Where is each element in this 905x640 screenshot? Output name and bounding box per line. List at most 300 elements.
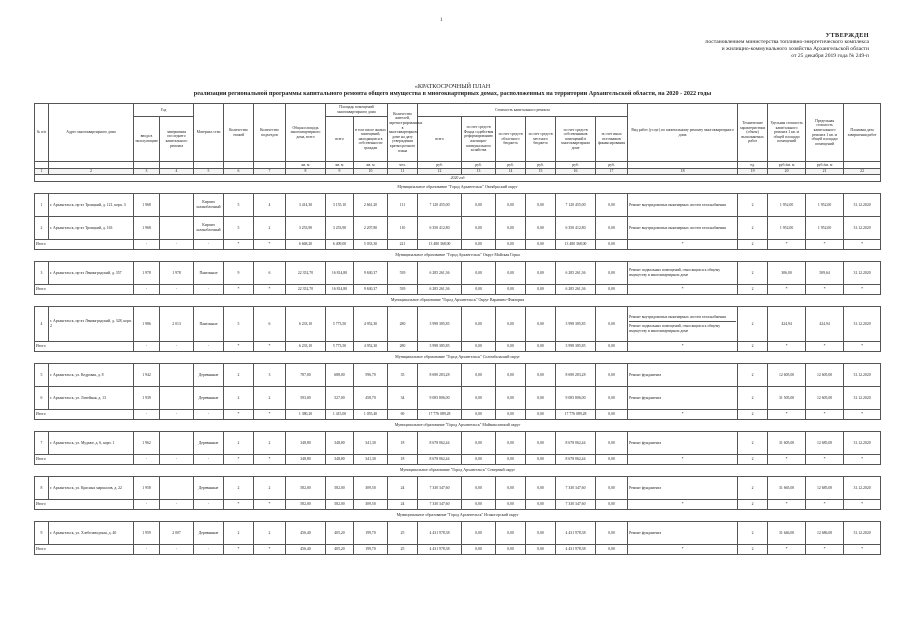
header-area-residential: в том числе жилых помещений, находящихся в собственности граждан: [354, 117, 388, 162]
row-work-type: [628, 387, 738, 410]
total-dash: -: [160, 342, 194, 352]
column-number-cell: 16: [556, 169, 596, 175]
unit-cell: руб.: [418, 162, 462, 169]
year-label: 2020 год: [35, 175, 881, 182]
row-entrances: 4: [254, 194, 286, 217]
row-cost-owners: 7 330 347,60: [556, 477, 596, 500]
total-residents: 24: [388, 500, 418, 510]
row-cost-fund: 0,00: [462, 477, 496, 500]
row-cost-other: 0,00: [596, 262, 628, 285]
row-year-last-repair: [160, 194, 194, 217]
total-cost-regional: 0,00: [496, 545, 526, 555]
row-cost-owners: 8 690 283,28: [556, 364, 596, 387]
total-cost-owners: 8 678 062,44: [556, 455, 596, 465]
total-cost-local: 0,00: [526, 285, 556, 295]
total-cost-fund: 0,00: [462, 545, 496, 555]
total-area-residential: 341,30: [354, 455, 388, 465]
row-work-type: [628, 194, 738, 217]
total-cost-fund: 0,00: [462, 455, 496, 465]
table-row: [35, 364, 881, 387]
total-specific-cost: *: [768, 500, 806, 510]
total-star: *: [224, 545, 254, 555]
total-row: [35, 410, 881, 420]
row-cost-regional: 0,00: [496, 194, 526, 217]
row-cost-other: 0,00: [596, 387, 628, 410]
total-cost-other: 0,00: [596, 545, 628, 555]
total-cost-regional: 0,00: [496, 455, 526, 465]
total-cost-local: 0,00: [526, 410, 556, 420]
total-area-total: 1 415,00: [326, 410, 354, 420]
work-type-item: Ремонт внутридомовых инженерных систем газоснабжения: [629, 202, 726, 207]
total-cost-total: 13 480 368,00: [418, 240, 462, 250]
document-title-block: [0, 83, 905, 98]
plan-table-body: [35, 162, 881, 555]
total-cost-fund: 0,00: [462, 285, 496, 295]
total-star: *: [254, 545, 286, 555]
row-area-residential: 4 952,30: [354, 307, 388, 342]
column-number-cell: 13: [462, 169, 496, 175]
work-type-item: Ремонт фундамента: [629, 372, 662, 377]
row-max-cost: 509,64: [806, 262, 844, 285]
row-floors: 5: [224, 217, 254, 240]
total-max-cost: *: [806, 500, 844, 510]
row-total-area: 348,80: [286, 432, 326, 455]
total-row: [35, 545, 881, 555]
total-cost-owners: 6 285 261,36: [556, 285, 596, 295]
total-label: Итого: [35, 342, 134, 352]
header-floors: Количество этажей: [224, 104, 254, 162]
row-cost-fund: 0,00: [462, 387, 496, 410]
row-total-area: 22 352,70: [286, 262, 326, 285]
row-total-area: 3 253,90: [286, 217, 326, 240]
total-residents: 280: [388, 342, 418, 352]
row-work-type: [628, 307, 738, 342]
section-row: [35, 465, 881, 477]
row-cost-other: 0,00: [596, 477, 628, 500]
unit-cell: руб.: [556, 162, 596, 169]
row-deadline: 31.12.2020: [844, 217, 881, 240]
row-number: 8: [35, 477, 49, 500]
total-dash: -: [194, 240, 224, 250]
total-max-cost: *: [806, 342, 844, 352]
header-cost-fund: за счет средств Фонда содействия реформированию жилищно-коммунального хозяйства: [462, 117, 496, 162]
total-cost-other: 0,00: [596, 342, 628, 352]
row-max-cost: 12 686,00: [806, 522, 844, 545]
row-residents: 539: [388, 262, 418, 285]
total-cost-total: 6 285 261,36: [418, 285, 462, 295]
row-max-cost: 424,94: [806, 307, 844, 342]
total-max-cost: *: [806, 545, 844, 555]
row-total-area: 593,00: [286, 387, 326, 410]
row-work-volume: 2: [738, 364, 768, 387]
row-area-total: 348,80: [326, 432, 354, 455]
section-row: [35, 420, 881, 432]
total-dash: -: [194, 455, 224, 465]
row-year-commission: 1 939: [134, 387, 160, 410]
work-type-item: Ремонт фундамента: [629, 530, 662, 535]
row-address: г. Архангельск, пр-кт Ленинградский, д. 357: [49, 262, 134, 285]
row-specific-cost: 31 646,00: [768, 522, 806, 545]
total-cost-owners: 17 776 089,28: [556, 410, 596, 420]
row-area-total: 3 253,90: [326, 217, 354, 240]
row-area-total: 3 155,10: [326, 194, 354, 217]
total-dash: -: [194, 545, 224, 555]
total-specific-cost: *: [768, 342, 806, 352]
total-cost-total: 4 431 978,38: [418, 545, 462, 555]
row-cost-regional: 0,00: [496, 387, 526, 410]
row-entrances: 6: [254, 307, 286, 342]
header-area-total: всего: [326, 117, 354, 162]
row-wall-material: Кирпич шлакоблочный: [194, 194, 224, 217]
row-cost-regional: 0,00: [496, 432, 526, 455]
row-area-total: 688,00: [326, 364, 354, 387]
total-work-type: *: [628, 545, 738, 555]
row-cost-local: 0,00: [526, 364, 556, 387]
row-year-commission: 1 958: [134, 477, 160, 500]
column-number-cell: 12: [418, 169, 462, 175]
row-floors: 9: [224, 262, 254, 285]
unit-cell: кв. м: [326, 162, 354, 169]
row-work-volume: 2: [738, 194, 768, 217]
row-number: 3: [35, 262, 49, 285]
row-cost-regional: 0,00: [496, 307, 526, 342]
row-cost-other: 0,00: [596, 217, 628, 240]
page-number: 1: [440, 18, 443, 23]
row-address: г. Архангельск, ул. Литейная, д. 13: [49, 387, 134, 410]
row-max-cost: 1 952,00: [806, 194, 844, 217]
row-floors: 2: [224, 432, 254, 455]
row-floors: 2: [224, 522, 254, 545]
total-cost-other: 0,00: [596, 240, 628, 250]
header-max-cost: Предельная стоимость капитального ремонта 1 кв. м общей площади помещений: [806, 104, 844, 162]
column-number-cell: 4: [160, 169, 194, 175]
table-row: [35, 432, 881, 455]
total-residents: 221: [388, 240, 418, 250]
row-work-type: [628, 477, 738, 500]
total-row: [35, 240, 881, 250]
total-cost-fund: 0,00: [462, 240, 496, 250]
total-cost-owners: 13 480 368,00: [556, 240, 596, 250]
plan-table: [34, 103, 881, 555]
total-max-cost: *: [806, 285, 844, 295]
row-area-residential: 596,70: [354, 364, 388, 387]
unit-cell: кв. м: [354, 162, 388, 169]
document-title: «КРАТКОСРОЧНЫЙ ПЛАН: [414, 83, 491, 90]
total-label: Итого: [35, 410, 134, 420]
header-deadline: Плановая дата завершения работ: [844, 104, 881, 162]
row-cost-owners: 7 120 455,00: [556, 194, 596, 217]
total-star: *: [254, 410, 286, 420]
section-row: [35, 182, 881, 194]
total-cost-local: 0,00: [526, 240, 556, 250]
total-dash: -: [160, 410, 194, 420]
row-specific-cost: 31 505,00: [768, 387, 806, 410]
total-row: [35, 342, 881, 352]
section-title: Муниципальное образование "Город Архангельск" Исакогорский округ: [35, 510, 881, 522]
total-dash: -: [134, 410, 160, 420]
row-address: г. Архангельск, пр-кт Ленинградский, д. 328, корп. 2: [49, 307, 134, 342]
row-residents: 25: [388, 522, 418, 545]
row-work-type: [628, 217, 738, 240]
total-cost-regional: 0,00: [496, 240, 526, 250]
row-cost-total: 8 678 062,44: [418, 432, 462, 455]
work-type-item: Ремонт фундамента: [629, 395, 662, 400]
total-cost-other: 0,00: [596, 285, 628, 295]
total-cost-fund: 0,00: [462, 410, 496, 420]
total-dash: -: [194, 342, 224, 352]
total-star: *: [254, 500, 286, 510]
table-row: [35, 307, 881, 342]
total-cost-local: 0,00: [526, 455, 556, 465]
unit-cell: [160, 162, 194, 169]
row-work-volume: 2: [738, 522, 768, 545]
total-work-volume: 2: [738, 455, 768, 465]
total-work-type: *: [628, 342, 738, 352]
row-cost-total: 6 350 412,80: [418, 217, 462, 240]
row-work-type: [628, 522, 738, 545]
unit-cell: руб.: [596, 162, 628, 169]
row-number: 4: [35, 307, 49, 342]
row-entrances: 2: [254, 522, 286, 545]
header-year-commission: ввода в эксплуатацию: [134, 117, 160, 162]
table-row: [35, 477, 881, 500]
total-cost-owners: 3 998 385,85: [556, 342, 596, 352]
total-cost-total: 3 998 385,85: [418, 342, 462, 352]
total-area-residential: 5 033,30: [354, 240, 388, 250]
row-area-residential: 2 207,80: [354, 217, 388, 240]
total-max-cost: *: [806, 410, 844, 420]
row-cost-regional: 0,00: [496, 364, 526, 387]
header-residents: Количество жителей, зарегистрированных в многоквартирном доме на дату утверждения краткосрочного плана: [388, 104, 418, 162]
row-year-last-repair: [160, 217, 194, 240]
row-work-volume: 2: [738, 432, 768, 455]
unit-cell: ед.: [738, 162, 768, 169]
unit-cell: руб.: [526, 162, 556, 169]
header-year-group: Год: [134, 104, 194, 117]
column-number-cell: 6: [224, 169, 254, 175]
column-number-cell: 5: [194, 169, 224, 175]
column-number-cell: 1: [35, 169, 49, 175]
row-max-cost: 12 685,00: [806, 477, 844, 500]
column-number-cell: 22: [844, 169, 881, 175]
row-cost-owners: 3 998 385,85: [556, 307, 596, 342]
row-year-commission: 1 986: [134, 307, 160, 342]
total-area-residential: 1 055,40: [354, 410, 388, 420]
row-cost-fund: 0,00: [462, 194, 496, 217]
column-number-cell: 17: [596, 169, 628, 175]
unit-cell: кв. м: [286, 162, 326, 169]
total-cost-local: 0,00: [526, 342, 556, 352]
row-cost-local: 0,00: [526, 194, 556, 217]
column-number-cell: 9: [326, 169, 354, 175]
row-deadline: 31.12.2020: [844, 194, 881, 217]
work-type-item: Ремонт внутридомовых инженерных систем газоснабжения: [629, 225, 726, 230]
total-dash: -: [134, 342, 160, 352]
total-dash: -: [134, 545, 160, 555]
row-cost-owners: 6 350 412,80: [556, 217, 596, 240]
total-deadline: *: [844, 545, 881, 555]
column-number-cell: 3: [134, 169, 160, 175]
row-year-last-repair: [160, 387, 194, 410]
unit-cell: [628, 162, 738, 169]
row-cost-local: 0,00: [526, 522, 556, 545]
row-specific-cost: 1 952,00: [768, 194, 806, 217]
column-number-cell: 7: [254, 169, 286, 175]
row-deadline: 31.12.2020: [844, 262, 881, 285]
row-year-last-repair: 2 013: [160, 307, 194, 342]
unit-cell: [194, 162, 224, 169]
approval-line-2: и жилищно-коммунального хозяйства Архангельской области: [721, 46, 869, 52]
row-cost-local: 0,00: [526, 432, 556, 455]
row-cost-fund: 0,00: [462, 432, 496, 455]
total-max-cost: *: [806, 240, 844, 250]
row-address: г. Архангельск, ул. Хлебозаводская, д. 40: [49, 522, 134, 545]
row-work-volume: 2: [738, 262, 768, 285]
row-cost-regional: 0,00: [496, 217, 526, 240]
row-specific-cost: 31 665,00: [768, 477, 806, 500]
row-year-commission: 1 942: [134, 364, 160, 387]
total-cost-regional: 0,00: [496, 410, 526, 420]
unit-cell: [224, 162, 254, 169]
table-row: [35, 387, 881, 410]
row-work-volume: 2: [738, 477, 768, 500]
table-row: [35, 522, 881, 545]
row-number: 5: [35, 364, 49, 387]
row-cost-fund: 0,00: [462, 364, 496, 387]
row-cost-owners: 8 678 062,44: [556, 432, 596, 455]
row-entrances: 3: [254, 364, 286, 387]
total-label: Итого: [35, 285, 134, 295]
section-row: [35, 295, 881, 307]
total-area: 1 380,20: [286, 410, 326, 420]
total-deadline: *: [844, 410, 881, 420]
row-entrances: 2: [254, 477, 286, 500]
total-dash: -: [160, 455, 194, 465]
row-wall-material: Деревянные: [194, 477, 224, 500]
row-residents: 111: [388, 194, 418, 217]
total-star: *: [254, 285, 286, 295]
header-num: № п/п: [35, 104, 49, 162]
total-deadline: *: [844, 342, 881, 352]
row-cost-total: 7 330 347,60: [418, 477, 462, 500]
work-type-item: Ремонт фундамента: [629, 485, 662, 490]
unit-cell: руб.: [496, 162, 526, 169]
row-year-last-repair: 1 978: [160, 262, 194, 285]
approval-line-1: постановлением министерства топливно-энергетического комплекса: [705, 39, 869, 45]
row-area-residential: 341,30: [354, 432, 388, 455]
row-number: 6: [35, 387, 49, 410]
row-deadline: 31.12.2020: [844, 432, 881, 455]
year-row: [35, 175, 881, 182]
row-specific-cost: 424,94: [768, 307, 806, 342]
total-area: 456,40: [286, 545, 326, 555]
total-cost-local: 0,00: [526, 545, 556, 555]
table-row: [35, 262, 881, 285]
header-total-area: Общая площадь многоквартирного дома, всего: [286, 104, 326, 162]
total-area-total: 582,00: [326, 500, 354, 510]
header-work-type: Вид работ (услуг) по капитальному ремонту многоквартирного дома: [628, 104, 738, 162]
column-number-cell: 2: [49, 169, 134, 175]
header-work-volume: Технические характеристики (объем) выполняемых работ: [738, 104, 768, 162]
total-star: *: [224, 455, 254, 465]
total-area-total: 405,20: [326, 545, 354, 555]
work-type-item: Ремонт фундамента: [629, 440, 662, 445]
column-number-cell: 19: [738, 169, 768, 175]
total-work-type: *: [628, 410, 738, 420]
total-row: [35, 455, 881, 465]
row-year-commission: 1 962: [134, 432, 160, 455]
row-number: 9: [35, 522, 49, 545]
row-year-commission: 1 978: [134, 262, 160, 285]
row-cost-total: 8 690 283,28: [418, 364, 462, 387]
total-specific-cost: *: [768, 240, 806, 250]
row-year-last-repair: [160, 432, 194, 455]
row-total-area: 3 414,30: [286, 194, 326, 217]
row-entrances: 2: [254, 217, 286, 240]
total-star: *: [224, 285, 254, 295]
row-residents: 110: [388, 217, 418, 240]
total-area-residential: 199,70: [354, 545, 388, 555]
total-work-type: *: [628, 455, 738, 465]
row-year-commission: 1 968: [134, 217, 160, 240]
row-cost-fund: 0,00: [462, 522, 496, 545]
total-star: *: [224, 500, 254, 510]
work-type-item: Ремонт внутридомовых инженерных систем газоснабжения: [629, 313, 736, 323]
row-wall-material: Деревянные: [194, 432, 224, 455]
row-area-total: 582,00: [326, 477, 354, 500]
row-work-volume: 2: [738, 307, 768, 342]
total-area: 6 233,10: [286, 342, 326, 352]
header-cost-total: всего: [418, 117, 462, 162]
header-cost-owners: за счет средств собственников помещений в многоквартирном доме: [556, 117, 596, 162]
row-area-residential: 199,70: [354, 522, 388, 545]
row-wall-material: Деревянные: [194, 387, 224, 410]
row-year-last-repair: 2 007: [160, 522, 194, 545]
total-work-volume: 2: [738, 410, 768, 420]
row-area-total: 405,20: [326, 522, 354, 545]
total-deadline: *: [844, 240, 881, 250]
row-year-last-repair: [160, 364, 194, 387]
row-area-residential: 2 661,20: [354, 194, 388, 217]
total-area: 6 668,20: [286, 240, 326, 250]
row-cost-fund: 0,00: [462, 307, 496, 342]
row-area-total: 16 814,80: [326, 262, 354, 285]
row-address: г. Архангельск, ул. Кедровая, д. 8: [49, 364, 134, 387]
header-area-group: Площадь помещений многоквартирного дома: [326, 104, 388, 117]
total-label: Итого: [35, 500, 134, 510]
total-work-type: *: [628, 500, 738, 510]
total-star: *: [254, 455, 286, 465]
row-cost-other: 0,00: [596, 364, 628, 387]
total-work-volume: 2: [738, 240, 768, 250]
header-cost-other: за счет иных источников финансирования: [596, 117, 628, 162]
section-row: [35, 510, 881, 522]
total-label: Итого: [35, 545, 134, 555]
total-residents: 69: [388, 410, 418, 420]
header-address: Адрес многоквартирного дома: [49, 104, 134, 162]
total-dash: -: [134, 500, 160, 510]
row-cost-local: 0,00: [526, 307, 556, 342]
total-cost-other: 0,00: [596, 500, 628, 510]
total-work-volume: 2: [738, 545, 768, 555]
row-max-cost: 12 605,00: [806, 387, 844, 410]
row-number: 7: [35, 432, 49, 455]
total-dash: -: [160, 240, 194, 250]
section-row: [35, 352, 881, 364]
section-title: Муниципальное образование "Город Архангельск" Октябрьский округ: [35, 182, 881, 194]
unit-cell: [134, 162, 160, 169]
row-work-type: [628, 364, 738, 387]
